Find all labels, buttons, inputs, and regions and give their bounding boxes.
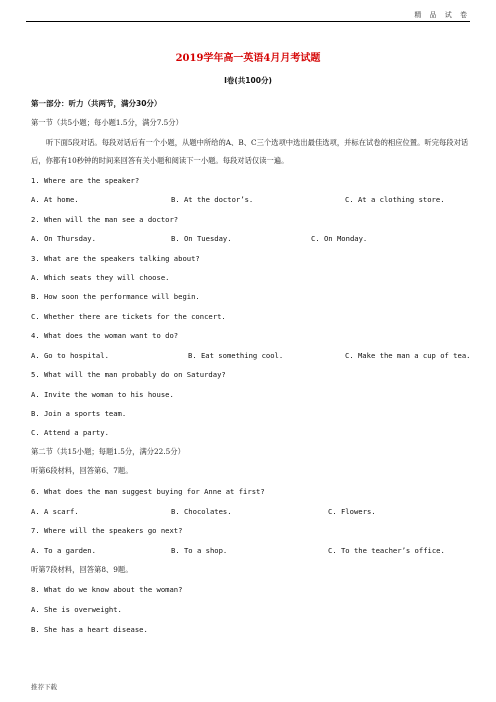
instructions: 听下面5段对话。每段对话后有一个小题，从题中所给的A、B、C三个选项中选出最佳选项，并标在试卷的相应位置。听完每段对话后，你都有10秒钟的时间来回答有关小题和阅读下一小题。每段对话仅读一遍。 bbox=[31, 138, 469, 165]
material-6-note: 听第6段材料，回答第6、7题。 bbox=[31, 466, 133, 475]
q7-option-c: C. To the teacher’s office. bbox=[328, 546, 445, 555]
q7-option-a: A. To a garden. bbox=[31, 546, 96, 555]
q1-option-a: A. At home. bbox=[31, 195, 79, 204]
page-title: 2019学年高一英语4月月考试题 bbox=[175, 53, 321, 64]
page-header-label: 精 品 试 卷 bbox=[414, 11, 470, 19]
q3-option-c: C. Whether there are tickets for the concert. bbox=[31, 312, 226, 321]
q8-option-b: B. She has a heart disease. bbox=[31, 625, 148, 634]
section1-heading: 第一节（共5小题；每小题1.5分，满分7.5分） bbox=[31, 118, 183, 127]
q5-option-c: C. Attend a party. bbox=[31, 428, 109, 437]
material-7-note: 听第7段材料，回答第8、9题。 bbox=[31, 565, 133, 574]
header-rule bbox=[26, 21, 470, 22]
q3-option-b: B. How soon the performance will begin. bbox=[31, 292, 200, 301]
question-2: 2. When will the man see a doctor? bbox=[31, 215, 179, 224]
question-5: 5. What will the man probably do on Saturday? bbox=[31, 370, 226, 379]
q8-option-a: A. She is overweight. bbox=[31, 605, 122, 614]
q4-option-a: A. Go to hospital. bbox=[31, 351, 109, 360]
q5-option-a: A. Invite the woman to his house. bbox=[31, 390, 174, 399]
question-8: 8. What do we know about the woman? bbox=[31, 585, 183, 594]
q1-option-b: B. At the doctor’s. bbox=[171, 195, 254, 204]
question-7: 7. Where will the speakers go next? bbox=[31, 526, 183, 535]
page-subtitle: I卷(共100分) bbox=[224, 76, 272, 85]
question-3: 3. What are the speakers talking about? bbox=[31, 254, 200, 263]
q2-option-a: A. On Thursday. bbox=[31, 234, 96, 243]
question-1: 1. Where are the speaker? bbox=[31, 176, 140, 185]
question-6: 6. What does the man suggest buying for Anne at first? bbox=[31, 487, 265, 496]
q5-option-b: B. Join a sports team. bbox=[31, 409, 127, 418]
question-4: 4. What does the woman want to do? bbox=[31, 331, 179, 340]
q4-option-c: C. Make the man a cup of tea. bbox=[345, 351, 471, 360]
part1-heading: 第一部分：听力（共两节，满分30分） bbox=[31, 99, 162, 108]
q6-option-b: B. Chocolates. bbox=[171, 507, 232, 516]
q7-option-b: B. To a shop. bbox=[171, 546, 228, 555]
q1-option-c: C. At a clothing store. bbox=[345, 195, 445, 204]
page-footer: 推荐下载 bbox=[31, 683, 57, 691]
q4-option-b: B. Eat something cool. bbox=[188, 351, 284, 360]
q2-option-b: B. On Tuesday. bbox=[171, 234, 232, 243]
q2-option-c: C. On Monday. bbox=[311, 234, 368, 243]
q6-option-c: C. Flowers. bbox=[328, 507, 376, 516]
section2-heading: 第二节（共15小题；每题1.5分，满分22.5分） bbox=[31, 447, 185, 456]
q3-option-a: A. Which seats they will choose. bbox=[31, 273, 170, 282]
q6-option-a: A. A scarf. bbox=[31, 507, 79, 516]
